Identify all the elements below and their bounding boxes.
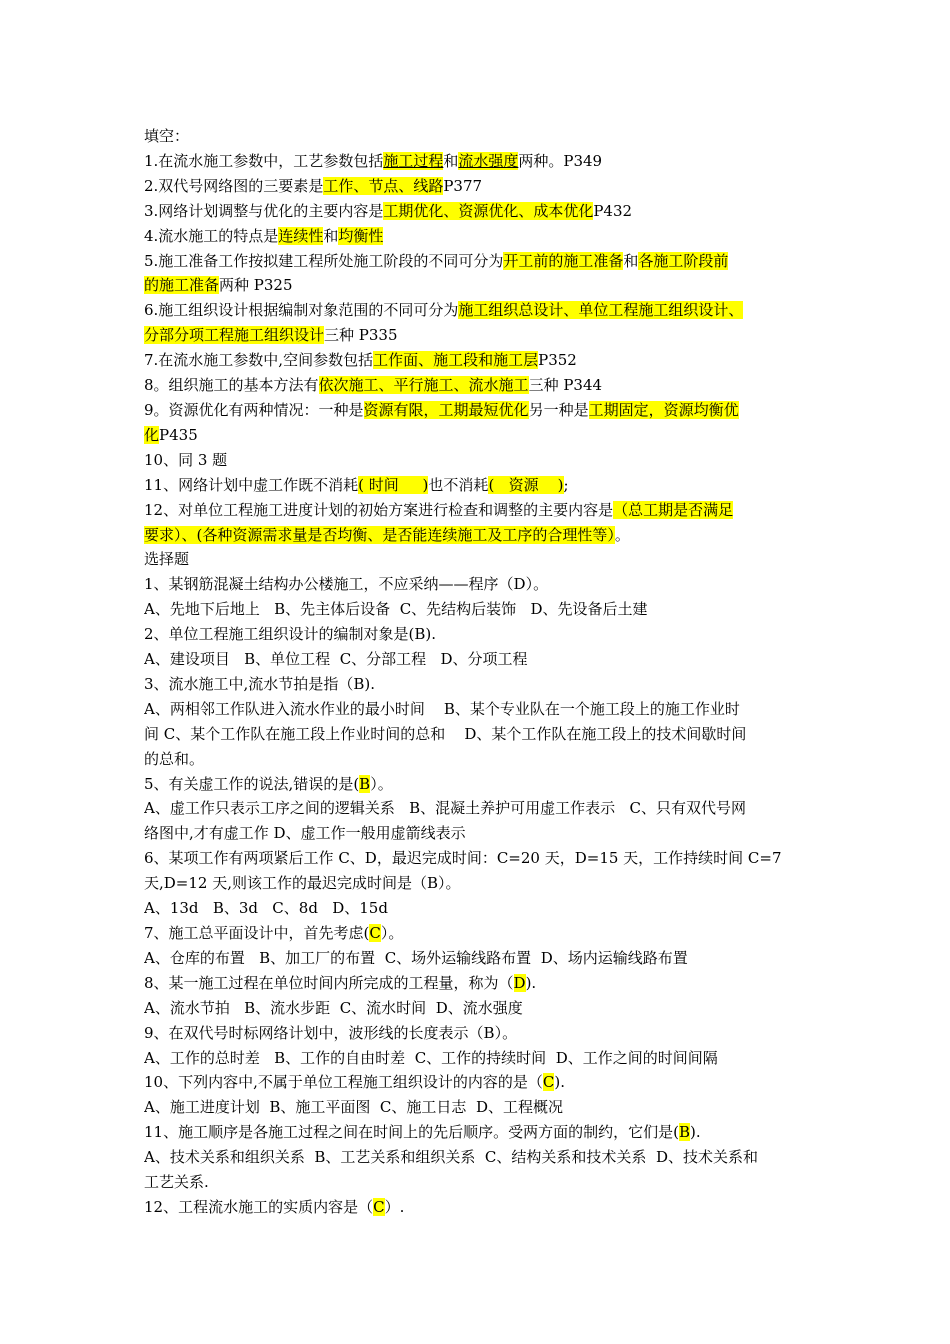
text-line bbox=[144, 772, 814, 797]
text-line bbox=[144, 249, 814, 274]
text-line bbox=[144, 871, 814, 896]
text-line bbox=[144, 722, 814, 747]
text-segment: 2.双代号网络图的三要素是 bbox=[144, 176, 324, 195]
text-segment: 3.网络计划调整与优化的主要内容是 bbox=[144, 201, 384, 220]
highlighted-text: 施工组织总设计、单位工程施工组织设计、 bbox=[458, 301, 744, 320]
text-line bbox=[144, 273, 814, 298]
text-line bbox=[144, 572, 814, 597]
highlighted-text: 依次施工、平行施工、流水施工 bbox=[318, 376, 529, 395]
text-segment: 。 bbox=[614, 525, 630, 544]
text-line bbox=[144, 1170, 814, 1195]
highlighted-text: D bbox=[513, 973, 526, 992]
text-line bbox=[144, 547, 814, 572]
text-segment: ). bbox=[525, 973, 537, 992]
text-segment: 络图中,才有虚工作 D、虚工作一般用虚箭线表示 bbox=[144, 824, 466, 843]
text-line bbox=[144, 821, 814, 846]
text-segment: A、仓库的布置 B、加工厂的布置 C、场外运输线路布置 D、场内运输线路布置 bbox=[144, 948, 688, 967]
text-segment: 9、在双代号时标网络计划中，波形线的长度表示（B）。 bbox=[144, 1023, 518, 1042]
text-segment: 10、下列内容中,不属于单位工程施工组织设计的内容的是（ bbox=[144, 1073, 543, 1092]
text-line bbox=[144, 1046, 814, 1071]
highlighted-text: ( 时间 ) bbox=[358, 475, 429, 494]
text-segment: A、两相邻工作队进入流水作业的最小时间 B、某个专业队在一个施工段上的施工作业时 bbox=[144, 699, 740, 718]
text-segment: 也不消耗 bbox=[428, 475, 489, 494]
text-line bbox=[144, 373, 814, 398]
text-segment: P432 bbox=[593, 201, 633, 220]
highlighted-text: 的施工准备 bbox=[144, 276, 220, 295]
highlighted-text: 工作面、施工段和施工层 bbox=[373, 351, 539, 370]
text-segment: ）。 bbox=[370, 774, 393, 793]
text-segment: 填空： bbox=[144, 127, 190, 145]
text-segment: A、施工进度计划 B、施工平面图 C、施工日志 D、工程概况 bbox=[144, 1098, 563, 1117]
text-line bbox=[144, 1021, 814, 1046]
text-segment: ）. bbox=[384, 1197, 405, 1216]
text-line bbox=[144, 1145, 814, 1170]
text-segment: 12、对单位工程施工进度计划的初始方案进行检查和调整的主要内容是 bbox=[144, 500, 614, 519]
text-segment: ). bbox=[689, 1123, 701, 1142]
text-line bbox=[144, 473, 814, 498]
text-segment: 三种 P335 bbox=[324, 326, 398, 345]
text-line bbox=[144, 1070, 814, 1095]
text-segment: A、技术关系和组织关系 B、工艺关系和组织关系 C、结构关系和技术关系 D、技术关系和 bbox=[144, 1148, 758, 1167]
text-line bbox=[144, 1195, 814, 1220]
text-segment: 5.施工准备工作按拟建工程所处施工阶段的不同可分为 bbox=[144, 251, 504, 270]
text-segment: 另一种是 bbox=[528, 400, 589, 419]
text-segment: 1.在流水施工参数中，工艺参数包括 bbox=[144, 151, 384, 170]
text-segment: 工艺关系. bbox=[144, 1173, 209, 1192]
highlighted-text: 要求）、(各种资源需求量是否均衡、是否能连续施工及工序的合理性等） bbox=[144, 525, 615, 544]
text-segment: 天,D=12 天,则该工作的最迟完成时间是（B）。 bbox=[144, 874, 461, 893]
text-line bbox=[144, 796, 814, 821]
highlighted-text: C bbox=[369, 924, 381, 942]
highlighted-text: 工期固定，资源均衡优 bbox=[588, 400, 739, 419]
highlighted-text: 工期优化、资源优化、成本优化 bbox=[383, 201, 594, 220]
text-segment: 和 bbox=[623, 251, 639, 270]
text-line bbox=[144, 423, 814, 448]
text-line bbox=[144, 921, 814, 946]
text-line bbox=[144, 348, 814, 373]
text-line bbox=[144, 747, 814, 772]
document-body bbox=[144, 124, 814, 1220]
text-segment: 9。资源优化有两种情况：一种是 bbox=[144, 400, 364, 419]
text-segment: 3、流水施工中,流水节拍是指（B). bbox=[144, 674, 375, 693]
text-line bbox=[144, 224, 814, 249]
highlighted-text: 各施工阶段前 bbox=[638, 251, 729, 270]
highlighted-text: C bbox=[542, 1073, 555, 1092]
text-line bbox=[144, 971, 814, 996]
highlighted-text: 施工过程 bbox=[383, 151, 444, 170]
highlighted-text: （总工期是否满足 bbox=[613, 500, 734, 519]
text-line bbox=[144, 174, 814, 199]
text-segment: A、13d B、3d C、8d D、15d bbox=[144, 899, 388, 918]
text-line bbox=[144, 398, 814, 423]
text-line bbox=[144, 323, 814, 348]
text-line bbox=[144, 846, 814, 871]
text-line bbox=[144, 597, 814, 622]
text-line bbox=[144, 622, 814, 647]
text-segment: A、先地下后地上 B、先主体后设备 C、先结构后装饰 D、先设备后土建 bbox=[144, 600, 648, 619]
highlighted-text: 工作、节点、线路 bbox=[323, 176, 444, 195]
text-segment: 间 C、某个工作队在施工段上作业时间的总和 D、某个工作队在施工段上的技术间歇时间 bbox=[144, 724, 747, 743]
highlighted-text: 分部分项工程施工组织设计 bbox=[144, 326, 325, 345]
text-segment: 6.施工组织设计根据编制对象范围的不同可分为 bbox=[144, 301, 459, 320]
text-segment: A、建设项目 B、单位工程 C、分部工程 D、分项工程 bbox=[144, 650, 528, 669]
text-segment: 选择题 bbox=[144, 550, 190, 569]
text-line bbox=[144, 298, 814, 323]
text-segment: 12、工程流水施工的实质内容是（ bbox=[144, 1197, 374, 1216]
text-line bbox=[144, 523, 814, 548]
text-segment: 7、施工总平面设计中，首先考虑( bbox=[144, 924, 370, 942]
text-segment: 1、某钢筋混凝土结构办公楼施工，不应采纳——程序（D）。 bbox=[144, 575, 549, 594]
text-segment: 两种。P349 bbox=[518, 151, 603, 170]
text-line bbox=[144, 896, 814, 921]
text-segment: 三种 P344 bbox=[528, 376, 603, 395]
text-segment: 5、有关虚工作的说法,错误的是( bbox=[144, 774, 360, 793]
text-segment: 8、某一施工过程在单位时间内所完成的工程量，称为（ bbox=[144, 973, 514, 992]
text-segment: 11、网络计划中虚工作既不消耗 bbox=[144, 475, 359, 494]
text-segment: P435 bbox=[159, 425, 198, 444]
highlighted-text: 连续性 bbox=[278, 226, 324, 245]
text-segment: 6、某项工作有两项紧后工作 C、D，最迟完成时间：C=20 天，D=15 天，工作持续时间 C=7 bbox=[144, 849, 782, 868]
text-line bbox=[144, 199, 814, 224]
text-line bbox=[144, 697, 814, 722]
text-line bbox=[144, 1095, 814, 1120]
text-segment: A、流水节拍 B、流水步距 C、流水时间 D、流水强度 bbox=[144, 998, 523, 1017]
text-line bbox=[144, 996, 814, 1021]
highlighted-text: B bbox=[678, 1123, 690, 1142]
highlighted-text: 均衡性 bbox=[338, 226, 384, 245]
text-segment: P377 bbox=[443, 176, 483, 195]
text-segment: 11、施工顺序是各施工过程之间在时间上的先后顺序。受两方面的制约，它们是( bbox=[144, 1123, 679, 1142]
text-segment: A、工作的总时差 B、工作的自由时差 C、工作的持续时间 D、工作之间的时间间隔 bbox=[144, 1048, 718, 1067]
highlighted-text: B bbox=[359, 774, 371, 793]
text-segment: 4.流水施工的特点是 bbox=[144, 226, 279, 245]
text-line bbox=[144, 946, 814, 971]
text-segment: 7.在流水施工参数中,空间参数包括 bbox=[144, 351, 374, 370]
text-line bbox=[144, 448, 814, 473]
text-segment: 的总和。 bbox=[144, 749, 205, 768]
text-line bbox=[144, 149, 814, 174]
text-line bbox=[144, 647, 814, 672]
text-line bbox=[144, 124, 814, 149]
text-segment: 2、单位工程施工组织设计的编制对象是(B). bbox=[144, 625, 437, 644]
highlighted-text: ( 资源 ) bbox=[488, 475, 564, 494]
text-line bbox=[144, 498, 814, 523]
text-segment: 和 bbox=[443, 151, 459, 170]
highlighted-text: 资源有限，工期最短优化 bbox=[363, 400, 529, 419]
highlighted-text: 流水强度 bbox=[458, 151, 519, 170]
text-segment: 10、同 3 题 bbox=[144, 450, 228, 469]
highlighted-text: C bbox=[373, 1197, 385, 1216]
text-segment: P352 bbox=[538, 351, 577, 370]
text-segment: A、虚工作只表示工序之间的逻辑关系 B、混凝土养护可用虚工作表示 C、只有双代号网 bbox=[144, 799, 746, 818]
text-segment: ; bbox=[563, 475, 569, 494]
text-segment: 两种 P325 bbox=[219, 276, 293, 295]
text-segment: ). bbox=[554, 1073, 565, 1092]
text-line bbox=[144, 1120, 814, 1145]
text-segment: ）。 bbox=[380, 924, 404, 942]
text-line bbox=[144, 672, 814, 697]
text-segment: 8。组织施工的基本方法有 bbox=[144, 376, 319, 395]
text-segment: 和 bbox=[323, 226, 339, 245]
highlighted-text: 开工前的施工准备 bbox=[503, 251, 624, 270]
highlighted-text: 化 bbox=[144, 425, 160, 444]
